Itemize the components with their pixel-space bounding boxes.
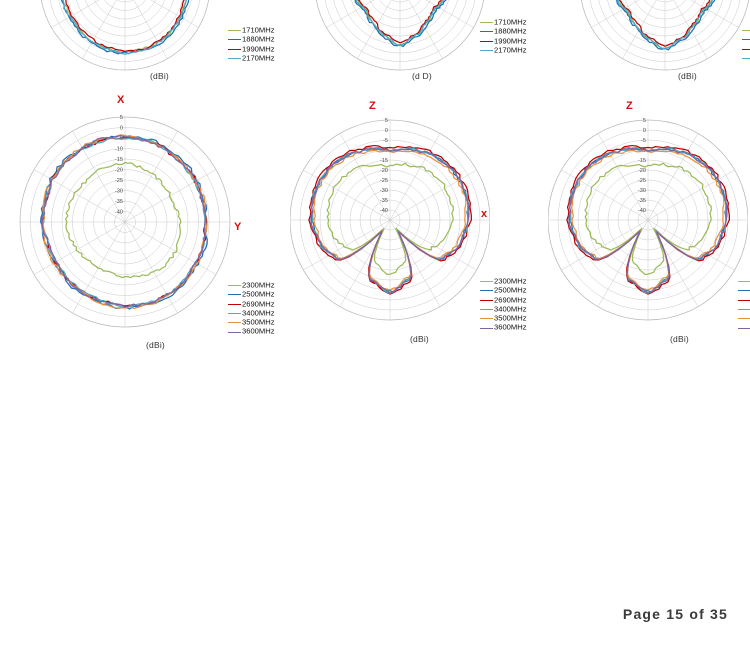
legend-item (738, 305, 750, 314)
svg-text:5: 5 (642, 118, 646, 124)
svg-text:5: 5 (384, 118, 388, 124)
legend-label: 1880MHz (242, 34, 275, 44)
legend-item (738, 277, 750, 286)
legend-swatch (228, 49, 241, 50)
polar-chart-bottom-left (15, 110, 240, 335)
legend-label: 2170MHz (494, 45, 527, 55)
legend-label: 2300MHz (494, 276, 527, 286)
legend-label: 1710MHz (242, 25, 275, 35)
svg-text:-5: -5 (118, 136, 123, 142)
legend-swatch (228, 39, 241, 40)
legend-label: 1710MHz (494, 17, 527, 27)
svg-text:-5: -5 (383, 138, 388, 144)
legend-bottom-center (480, 277, 527, 333)
axis-label-x-bottom-center: x (481, 208, 488, 220)
legend-swatch (738, 309, 750, 310)
legend-item (738, 296, 750, 305)
svg-text:0: 0 (642, 128, 646, 134)
legend-swatch (228, 30, 241, 31)
legend-label: 3400MHz (494, 304, 527, 314)
unit-label-top-right: (dBi) (678, 71, 697, 81)
legend-swatch (742, 49, 750, 50)
legend-item (742, 35, 750, 44)
svg-text:-25: -25 (637, 178, 646, 184)
svg-text:-20: -20 (379, 168, 388, 174)
legend-label: 2690MHz (494, 295, 527, 305)
unit-label-bottom-right: (dBi) (670, 334, 689, 344)
legend-swatch (228, 322, 241, 323)
legend-swatch (480, 290, 493, 291)
unit-label-top-center: (d D) (412, 71, 432, 81)
polar-chart-bottom-right (548, 112, 748, 327)
legend-label: 3600MHz (242, 326, 275, 336)
legend-label: 2500MHz (494, 285, 527, 295)
svg-text:-25: -25 (379, 178, 388, 184)
polar-chart-top-right (550, 0, 750, 90)
legend-label: 2500MHz (242, 289, 275, 299)
svg-text:-20: -20 (114, 167, 123, 174)
svg-text:-35: -35 (114, 199, 123, 205)
page-number: Page 15 of 35 (622, 606, 728, 622)
legend-bottom-left (228, 281, 275, 337)
legend-swatch (738, 281, 750, 282)
legend-top-left (228, 26, 275, 63)
legend-item (742, 45, 750, 54)
legend-swatch (228, 304, 241, 305)
legend-swatch (480, 328, 493, 329)
legend-swatch (480, 281, 493, 282)
legend-label: 3400MHz (242, 308, 275, 318)
unit-label-bottom-left: (dBi) (146, 340, 165, 350)
legend-label: 2690MHz (242, 299, 275, 309)
legend-swatch (738, 318, 750, 319)
svg-text:-15: -15 (114, 157, 123, 163)
legend-item (738, 323, 750, 332)
svg-text:-10: -10 (114, 146, 123, 153)
legend-label: 2300MHz (242, 280, 275, 290)
legend-item (480, 46, 527, 55)
legend-top-center (480, 18, 527, 55)
polar-plot-area (290, 112, 490, 327)
legend-swatch (480, 31, 493, 32)
svg-text:-15: -15 (379, 158, 388, 164)
polar-plot-area (550, 0, 750, 90)
legend-swatch (742, 30, 750, 31)
svg-text:0: 0 (384, 128, 388, 134)
legend-swatch (738, 290, 750, 291)
svg-text:-40: -40 (379, 208, 388, 214)
svg-text:-35: -35 (379, 198, 388, 204)
legend-item (228, 54, 275, 63)
legend-swatch (480, 300, 493, 301)
legend-swatch (480, 41, 493, 42)
legend-item (480, 323, 527, 332)
legend-label: 3600MHz (494, 322, 527, 332)
legend-swatch (228, 313, 241, 314)
legend-item (742, 26, 750, 35)
axis-label-z-bottom-right: Z (626, 100, 634, 112)
legend-swatch (742, 39, 750, 40)
legend-swatch (742, 58, 750, 59)
svg-text:-30: -30 (114, 188, 123, 195)
axis-label-z-bottom-center: Z (369, 100, 377, 112)
polar-plot-area (10, 0, 240, 90)
polar-chart-bottom-center (290, 112, 490, 327)
svg-text:-10: -10 (637, 148, 646, 154)
legend-bottom-right (738, 277, 750, 333)
svg-text:-25: -25 (114, 178, 123, 184)
legend-label: 1990MHz (494, 36, 527, 46)
legend-item (228, 327, 275, 336)
legend-label: 3500MHz (242, 317, 275, 327)
svg-text:-40: -40 (114, 209, 123, 216)
svg-text:-15: -15 (637, 158, 646, 164)
svg-text:-35: -35 (637, 198, 646, 204)
svg-text:0: 0 (119, 125, 123, 132)
legend-item (738, 314, 750, 323)
svg-text:5: 5 (119, 115, 123, 121)
legend-swatch (480, 22, 493, 23)
svg-text:-20: -20 (637, 168, 646, 174)
legend-swatch (228, 58, 241, 59)
legend-swatch (738, 300, 750, 301)
legend-label: 1880MHz (494, 26, 527, 36)
legend-swatch (480, 309, 493, 310)
unit-label-bottom-center: (dBi) (410, 334, 429, 344)
legend-label: 1990MHz (242, 44, 275, 54)
legend-swatch (738, 328, 750, 329)
legend-top-right (742, 26, 750, 63)
axis-label-x-bottom-left: X (117, 94, 125, 106)
polar-plot-area (15, 110, 240, 335)
legend-swatch (228, 332, 241, 333)
legend-label: 3500MHz (494, 313, 527, 323)
legend-swatch (228, 285, 241, 286)
legend-item (738, 286, 750, 295)
legend-label: 2170MHz (242, 53, 275, 63)
axis-label-y-bottom-left: Y (234, 221, 242, 233)
svg-text:-5: -5 (641, 138, 646, 144)
unit-label-top-left: (dBi) (150, 71, 169, 81)
polar-plot-area (548, 112, 748, 327)
polar-chart-top-left (10, 0, 240, 90)
legend-swatch (480, 50, 493, 51)
legend-swatch (480, 318, 493, 319)
legend-swatch (228, 294, 241, 295)
svg-text:-30: -30 (637, 188, 646, 194)
legend-item (742, 54, 750, 63)
svg-text:-10: -10 (379, 148, 388, 154)
svg-text:-40: -40 (637, 208, 646, 214)
svg-text:-30: -30 (379, 188, 388, 194)
